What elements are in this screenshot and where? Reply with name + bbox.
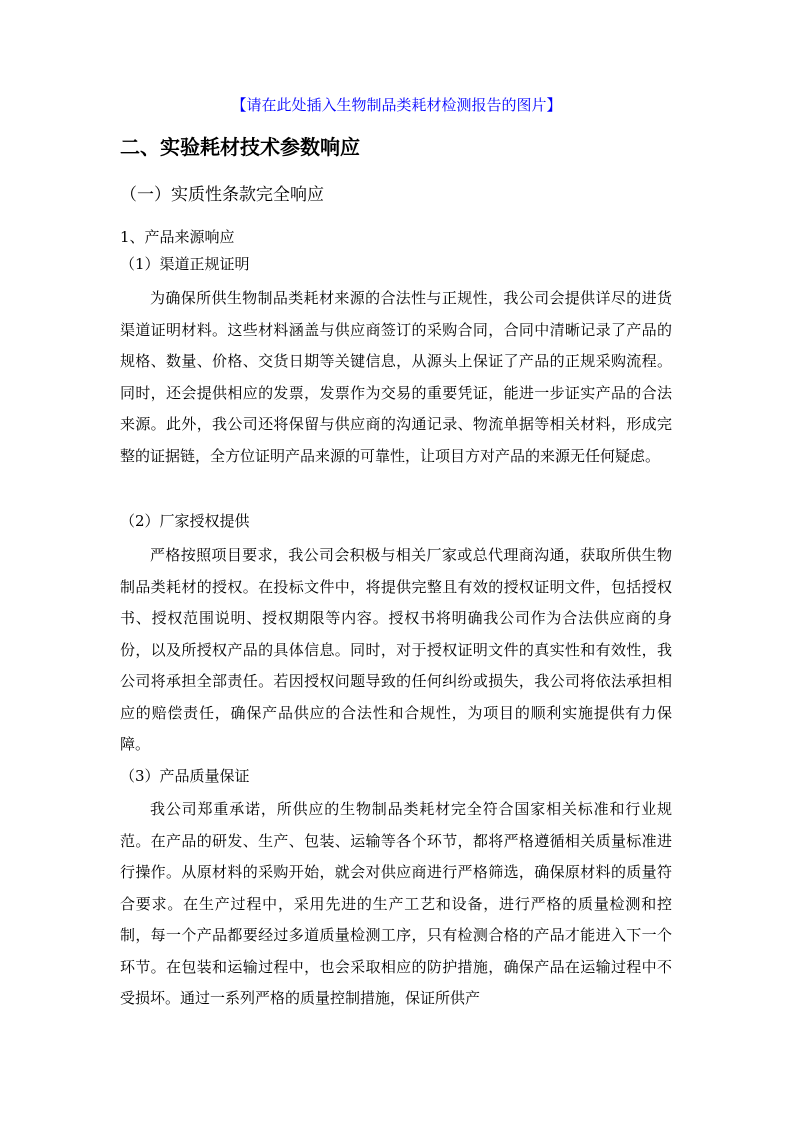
subitem-paragraph-3: 我公司郑重承诺，所供应的生物制品类耗材完全符合国家相关标准和行业规范。在产品的研发、生产、包装、运输等各个环节，都将严格遵循相关质量标准进行操作。从原材料的采购开始，就会对供应商进行严格筛选，确保原材料的质量符合要求。在生产过程中，采用先进的生产工艺和设备，进行严格的质量检测和控制，每一个产品都要经过多道质量检测工序，只有检测合格的产品才能进入下一个环节。在包装和运输过程中，也会采取相应的防护措施，确保产品在运输过程中不受损坏。通过一系列严格的质量控制措施，保证所供产 — [120, 800, 672, 1007]
item-title: 1、产品来源响应 — [120, 228, 235, 246]
image-placeholder-note: 【请在此处插入生物制品类耗材检测报告的图片】 — [231, 96, 562, 114]
subitem-paragraph-2: 严格按照项目要求，我公司会积极与相关厂家或总代理商沟通，获取所供生物制品类耗材的授权。在投标文件中，将提供完整且有效的授权证明文件，包括授权书、授权范围说明、授权期限等内容。授权书将明确我公司作为合法供应商的身份，以及所授权产品的具体信息。同时，对于授权证明文件的真实性和有效性，我公司将承担全部责任。若因授权问题导致的任何纠纷或损失，我公司将依法承担相应的赔偿责任，确保产品供应的合法性和合规性，为项目的顺利实施提供有力保障。 — [120, 546, 672, 753]
subitem-heading-1: （1）渠道正规证明 — [120, 255, 250, 273]
subitem-paragraph-1: 为确保所供生物制品类耗材来源的合法性与正规性，我公司会提供详尽的进货渠道证明材料。这些材料涵盖与供应商签订的采购合同，合同中清晰记录了产品的规格、数量、价格、交货日期等关键信息，从源头上保证了产品的正规采购流程。同时，还会提供相应的发票，发票作为交易的重要凭证，能进一步证实产品的合法来源。此外，我公司还将保留与供应商的沟通记录、物流单据等相关材料，形成完整的证据链，全方位证明产品来源的可靠性，让项目方对产品的来源无任何疑虑。 — [120, 289, 672, 465]
section-title: 二、实验耗材技术参数响应 — [120, 135, 360, 159]
subitem-heading-3: （3）产品质量保证 — [120, 767, 250, 785]
subsection-title: （一）实质性条款完全响应 — [120, 185, 324, 205]
subitem-heading-2: （2）厂家授权提供 — [120, 512, 250, 530]
